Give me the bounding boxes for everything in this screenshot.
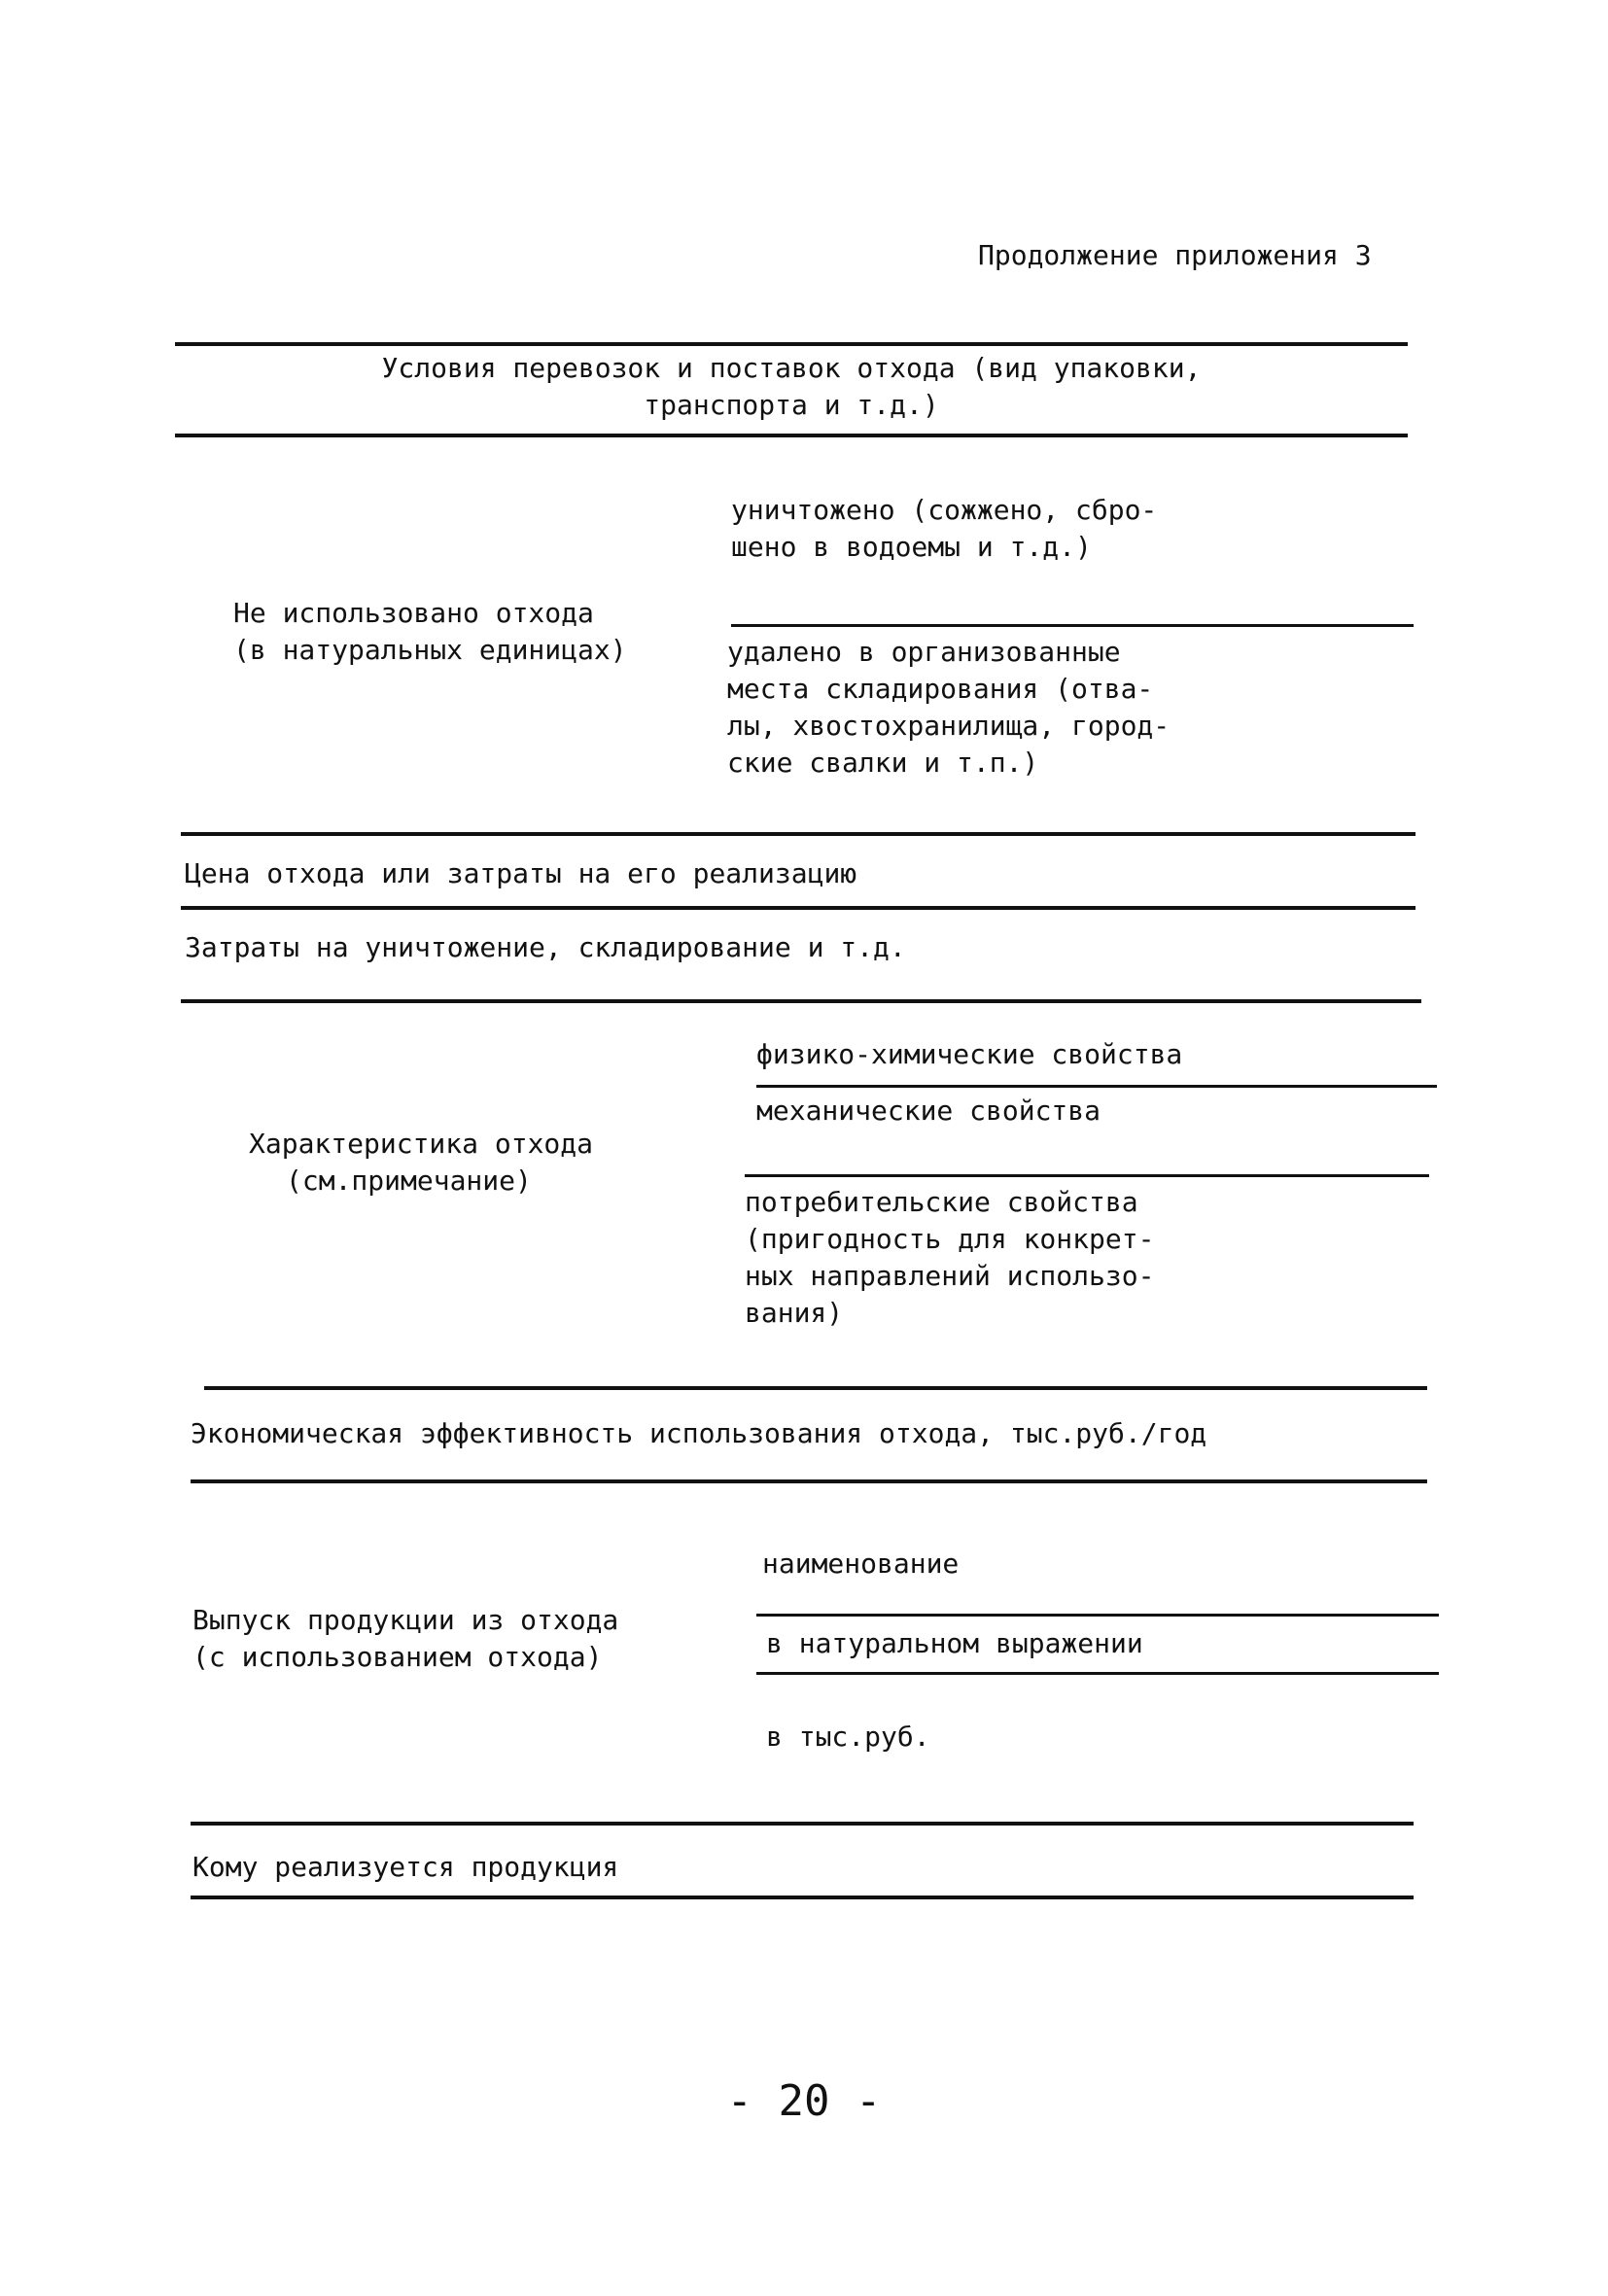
destruction-costs-label: Затраты на уничтожение, складирование и т.д. <box>185 931 906 963</box>
destroyed-line1: уничтожено (сожжено, сбро- <box>731 494 1158 526</box>
destroyed-line2: шено в водоемы и т.д.) <box>731 531 1092 563</box>
rule-after-product-name <box>756 1614 1439 1617</box>
product-thousand-rub: в тыс.руб. <box>766 1721 930 1753</box>
consumer-line4: вания) <box>745 1297 844 1329</box>
product-output-label-line1: Выпуск продукции из отхода <box>192 1604 619 1636</box>
consumer-line2: (пригодность для конкрет- <box>745 1223 1155 1255</box>
rule-after-physchem <box>756 1085 1437 1088</box>
economic-efficiency-label: Экономическая эффективность использования отхода, тыс.руб./год <box>191 1417 1207 1449</box>
rule-after-efficiency <box>191 1479 1427 1483</box>
characteristics-label-line2: (см.примечание) <box>286 1165 532 1197</box>
rule-after-natural <box>756 1672 1439 1675</box>
continuation-header: Продолжение приложения 3 <box>978 239 1372 271</box>
rule-after-not-used <box>181 832 1416 836</box>
consumer-line1: потребительские свойства <box>745 1186 1138 1218</box>
price-label: Цена отхода или затраты на его реализацию <box>185 857 857 889</box>
mechanical-properties: механические свойства <box>756 1095 1101 1127</box>
sold-to-label: Кому реализуется продукция <box>192 1851 619 1883</box>
transport-conditions-line1: Условия перевозок и поставок отхода (вид упаковки, <box>381 352 1202 384</box>
rule-top <box>175 342 1408 346</box>
product-name: наименование <box>762 1548 960 1580</box>
characteristics-label-line1: Характеристика отхода <box>249 1128 594 1160</box>
product-output-label-line2: (с использованием отхода) <box>192 1641 603 1673</box>
removed-line2: места складирования (отва- <box>727 673 1154 705</box>
rule-after-price <box>181 906 1416 910</box>
rule-after-costs <box>181 999 1421 1003</box>
rule-bottom <box>191 1896 1414 1899</box>
page-number: - 20 - <box>726 2076 882 2126</box>
consumer-line3: ных направлений использо- <box>745 1260 1155 1292</box>
rule-not-used-split <box>731 624 1414 627</box>
rule-after-product-output <box>191 1822 1414 1826</box>
rule-after-transport <box>175 434 1408 437</box>
transport-conditions-line2: транспорта и т.д.) <box>644 389 939 421</box>
rule-after-characteristics <box>204 1386 1427 1390</box>
rule-after-mechanical <box>745 1174 1429 1177</box>
removed-line1: удалено в организованные <box>727 636 1121 668</box>
removed-line3: лы, хвостохранилища, город- <box>727 710 1171 742</box>
product-natural: в натуральном выражении <box>766 1627 1143 1659</box>
removed-line4: ские свалки и т.п.) <box>727 747 1039 779</box>
physchem-properties: физико-химические свойства <box>756 1038 1183 1070</box>
not-used-label-line1: Не использовано отхода <box>233 597 594 629</box>
not-used-label-line2: (в натуральных единицах) <box>233 634 627 666</box>
